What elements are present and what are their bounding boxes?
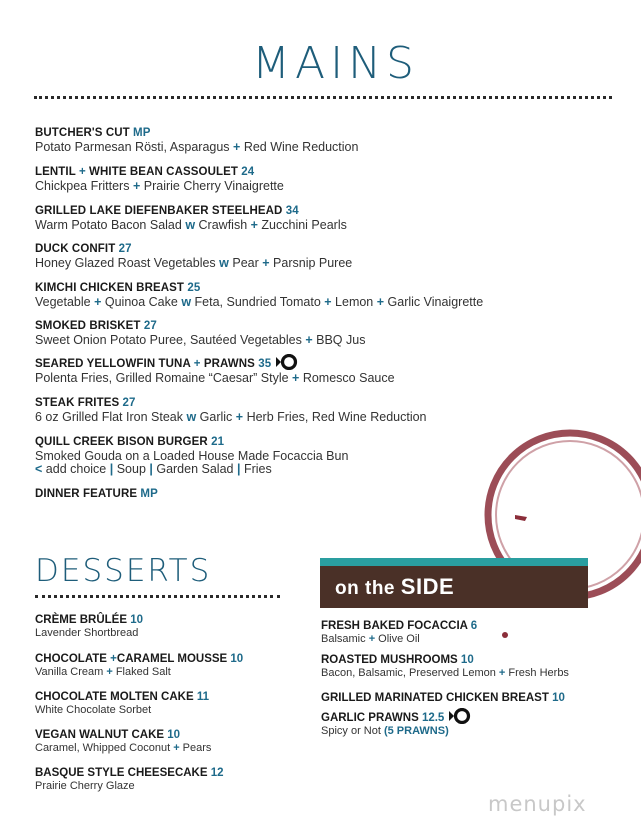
item-price: 10 bbox=[127, 614, 144, 626]
item-price: 21 bbox=[207, 436, 225, 448]
item-price: 24 bbox=[238, 166, 255, 178]
text-part: Sweet Onion Potato Puree, Sautéed Vegetables bbox=[35, 333, 306, 347]
watermark-logo: menupix bbox=[488, 792, 587, 816]
connector: + bbox=[106, 666, 113, 678]
desserts-heading: DESSERTS bbox=[35, 553, 212, 589]
connector: + bbox=[368, 633, 376, 645]
menu-item-name bbox=[321, 712, 471, 724]
item-price: 10 bbox=[164, 729, 181, 741]
menu-item-description bbox=[35, 449, 348, 463]
text-part: Caramel, Whipped Coconut bbox=[35, 742, 174, 754]
text-part: Vanilla Cream bbox=[35, 666, 107, 678]
menu-item-description bbox=[35, 704, 151, 716]
menu-item-name bbox=[35, 358, 298, 370]
item-title: BUTCHER'S CUT bbox=[35, 127, 130, 139]
menu-item-description bbox=[35, 410, 427, 424]
item-title: GARLIC PRAWNS bbox=[321, 712, 419, 725]
text-part: Feta, Sundried Tomato bbox=[191, 295, 325, 309]
text-part: Prairie Cherry Glaze bbox=[35, 780, 135, 792]
connector: + bbox=[173, 742, 180, 754]
menu-item-description bbox=[35, 333, 365, 347]
item-price: MP bbox=[137, 488, 158, 500]
item-price: 10 bbox=[457, 654, 474, 666]
side-title-small: on the bbox=[335, 578, 401, 599]
mains-dotted-divider bbox=[34, 96, 612, 99]
item-title: GRILLED MARINATED CHICKEN BREAST bbox=[321, 692, 549, 704]
wine-stain-graphic bbox=[467, 420, 641, 660]
text-part: SEARED YELLOWFIN TUNA bbox=[35, 358, 194, 371]
text-part: Flaked Salt bbox=[112, 666, 171, 678]
menu-item-name bbox=[35, 127, 151, 139]
menu-item-description bbox=[321, 667, 569, 679]
text-part: PRAWNS bbox=[200, 358, 255, 371]
text-part: Parsnip Puree bbox=[269, 256, 353, 270]
text-part: Fresh Herbs bbox=[505, 667, 569, 679]
text-part: Honey Glazed Roast Vegetables bbox=[35, 256, 220, 270]
text-part: White Chocolate Sorbet bbox=[35, 704, 152, 716]
text-part: CARAMEL MOUSSE bbox=[116, 653, 228, 665]
text-part: Balsamic bbox=[321, 633, 369, 645]
menu-item-name bbox=[321, 692, 565, 704]
item-price: 27 bbox=[140, 320, 157, 332]
menu-item-name bbox=[35, 205, 299, 217]
menu-item-description bbox=[35, 666, 171, 678]
connector: + bbox=[78, 166, 86, 178]
text-part: Garden Salad bbox=[152, 462, 237, 476]
menu-item-name bbox=[35, 614, 143, 626]
text-part: 6 oz Grilled Flat Iron Steak bbox=[35, 410, 187, 424]
item-price: 27 bbox=[115, 243, 132, 255]
text-part: Vegetable bbox=[35, 295, 95, 309]
text-part: Chickpea Fritters bbox=[35, 179, 133, 193]
text-part: Crawfish bbox=[195, 218, 251, 232]
menu-item-description bbox=[35, 256, 352, 270]
connector: + bbox=[292, 371, 300, 385]
text-part: add choice bbox=[42, 462, 110, 476]
connector: + bbox=[305, 333, 313, 347]
text-part: Red Wine Reduction bbox=[240, 140, 359, 154]
connector: < bbox=[35, 462, 43, 476]
text-part: Garlic Vinaigrette bbox=[384, 295, 484, 309]
connector: + bbox=[262, 256, 270, 270]
menu-item-options bbox=[35, 462, 272, 476]
item-title: DUCK CONFIT bbox=[35, 243, 116, 255]
connector: + bbox=[94, 295, 102, 309]
connector: + bbox=[324, 295, 332, 309]
menu-item-name bbox=[35, 397, 136, 409]
text-part: Lemon bbox=[331, 295, 377, 309]
menu-item-name bbox=[35, 243, 132, 255]
item-title: DINNER FEATURE bbox=[35, 488, 138, 500]
connector: + bbox=[110, 653, 117, 665]
text-part: Polenta Fries, Grilled Romaine “Caesar” Style bbox=[35, 371, 293, 385]
menu-item-name bbox=[35, 653, 243, 665]
connector: w bbox=[185, 218, 196, 232]
menu-item-name bbox=[321, 620, 477, 632]
connector: + bbox=[498, 667, 506, 679]
menu-item-name bbox=[35, 729, 180, 741]
menu-item-name bbox=[35, 436, 224, 448]
text-part: Prairie Cherry Vinaigrette bbox=[140, 179, 284, 193]
connector: | bbox=[109, 462, 114, 476]
connector: w bbox=[186, 410, 197, 424]
menu-item-description bbox=[35, 627, 138, 639]
text-part: Romesco Sauce bbox=[299, 371, 395, 385]
item-price: 12 bbox=[207, 767, 224, 779]
item-title: ROASTED MUSHROOMS bbox=[321, 654, 458, 666]
menu-item-name bbox=[35, 488, 158, 500]
text-part: Potato Parmesan Rösti, Asparagus bbox=[35, 140, 234, 154]
menu-item-description bbox=[35, 179, 284, 193]
text-part: Zucchini Pearls bbox=[257, 218, 347, 232]
side-header bbox=[320, 566, 588, 608]
item-title: SMOKED BRISKET bbox=[35, 320, 141, 332]
item-title: VEGAN WALNUT CAKE bbox=[35, 729, 165, 741]
desserts-dotted-divider bbox=[35, 595, 280, 598]
item-price: 11 bbox=[193, 691, 210, 703]
item-note: (5 PRAWNS) bbox=[383, 725, 449, 737]
connector: + bbox=[250, 218, 258, 232]
menu-item-description bbox=[35, 295, 483, 309]
menu-item-name bbox=[35, 691, 209, 703]
text-part: Olive Oil bbox=[375, 633, 420, 645]
text-part: Smoked Gouda on a Loaded House Made Focaccia Bun bbox=[35, 449, 349, 463]
item-price: MP bbox=[129, 127, 151, 139]
text-part: Soup bbox=[113, 462, 150, 476]
connector: + bbox=[233, 140, 241, 154]
text-part: Herb Fries, Red Wine Reduction bbox=[243, 410, 427, 424]
text-part: Pears bbox=[179, 742, 212, 754]
item-title: QUILL CREEK BISON BURGER bbox=[35, 436, 208, 448]
item-price: 25 bbox=[184, 282, 201, 294]
text-part: WHITE BEAN CASSOULET bbox=[85, 166, 239, 178]
item-price: 34 bbox=[282, 205, 299, 217]
connector: w bbox=[181, 295, 192, 309]
item-title: BASQUE STYLE CHEESECAKE bbox=[35, 767, 208, 779]
menu-item-description bbox=[35, 742, 211, 754]
item-title: CRÈME BRÛLÉE bbox=[35, 614, 128, 626]
text-part: Lavender Shortbread bbox=[35, 627, 139, 639]
text-part: Warm Potato Bacon Salad bbox=[35, 218, 186, 232]
item-price: 10 bbox=[548, 692, 565, 704]
connector: | bbox=[149, 462, 153, 476]
side-header-band bbox=[320, 558, 588, 566]
connector: + bbox=[132, 179, 141, 193]
text-part: Bacon, Balsamic, Preserved Lemon bbox=[321, 667, 499, 679]
item-title: STEAK FRITES bbox=[35, 397, 120, 409]
connector: + bbox=[193, 358, 201, 371]
item-title: GRILLED LAKE DIEFENBAKER STEELHEAD bbox=[35, 205, 283, 217]
ocean-wise-fish-icon bbox=[274, 354, 298, 370]
item-price: 12.5 bbox=[418, 712, 445, 725]
menu-item-description bbox=[35, 140, 358, 154]
item-price: 27 bbox=[119, 397, 136, 409]
text-part: Quinoa Cake bbox=[101, 295, 182, 309]
item-price: 6 bbox=[467, 620, 478, 632]
menu-item-name bbox=[35, 166, 254, 178]
menu-item-name bbox=[321, 654, 474, 666]
text-part: Pear bbox=[228, 256, 263, 270]
mains-heading: MAINS bbox=[252, 38, 419, 89]
item-title: KIMCHI CHICKEN BREAST bbox=[35, 282, 185, 294]
menu-item-description bbox=[321, 725, 449, 737]
menu-item-description bbox=[35, 780, 135, 792]
connector: w bbox=[219, 256, 229, 270]
text-part: Fries bbox=[240, 462, 272, 476]
text-part: CHOCOLATE bbox=[35, 653, 111, 665]
menu-item-description bbox=[35, 218, 347, 232]
side-title-big: SIDE bbox=[400, 574, 455, 599]
item-title: CHOCOLATE MOLTEN CAKE bbox=[35, 691, 194, 703]
connector: | bbox=[236, 462, 241, 476]
text-part: BBQ Jus bbox=[312, 333, 366, 347]
menu-item-name bbox=[35, 320, 157, 332]
menu-item-description bbox=[321, 633, 420, 645]
menu-item-description bbox=[35, 371, 395, 385]
item-price: 10 bbox=[227, 653, 244, 665]
ocean-wise-fish-icon bbox=[447, 708, 471, 724]
item-title: FRESH BAKED FOCACCIA bbox=[321, 620, 468, 632]
connector: + bbox=[235, 410, 244, 424]
connector: + bbox=[376, 295, 385, 309]
menu-item-name bbox=[35, 282, 200, 294]
text-part: Spicy or Not bbox=[321, 725, 384, 737]
item-price: 35 bbox=[254, 358, 272, 371]
text-part: LENTIL bbox=[35, 166, 79, 178]
menu-item-name bbox=[35, 767, 224, 779]
text-part: Garlic bbox=[196, 410, 236, 424]
